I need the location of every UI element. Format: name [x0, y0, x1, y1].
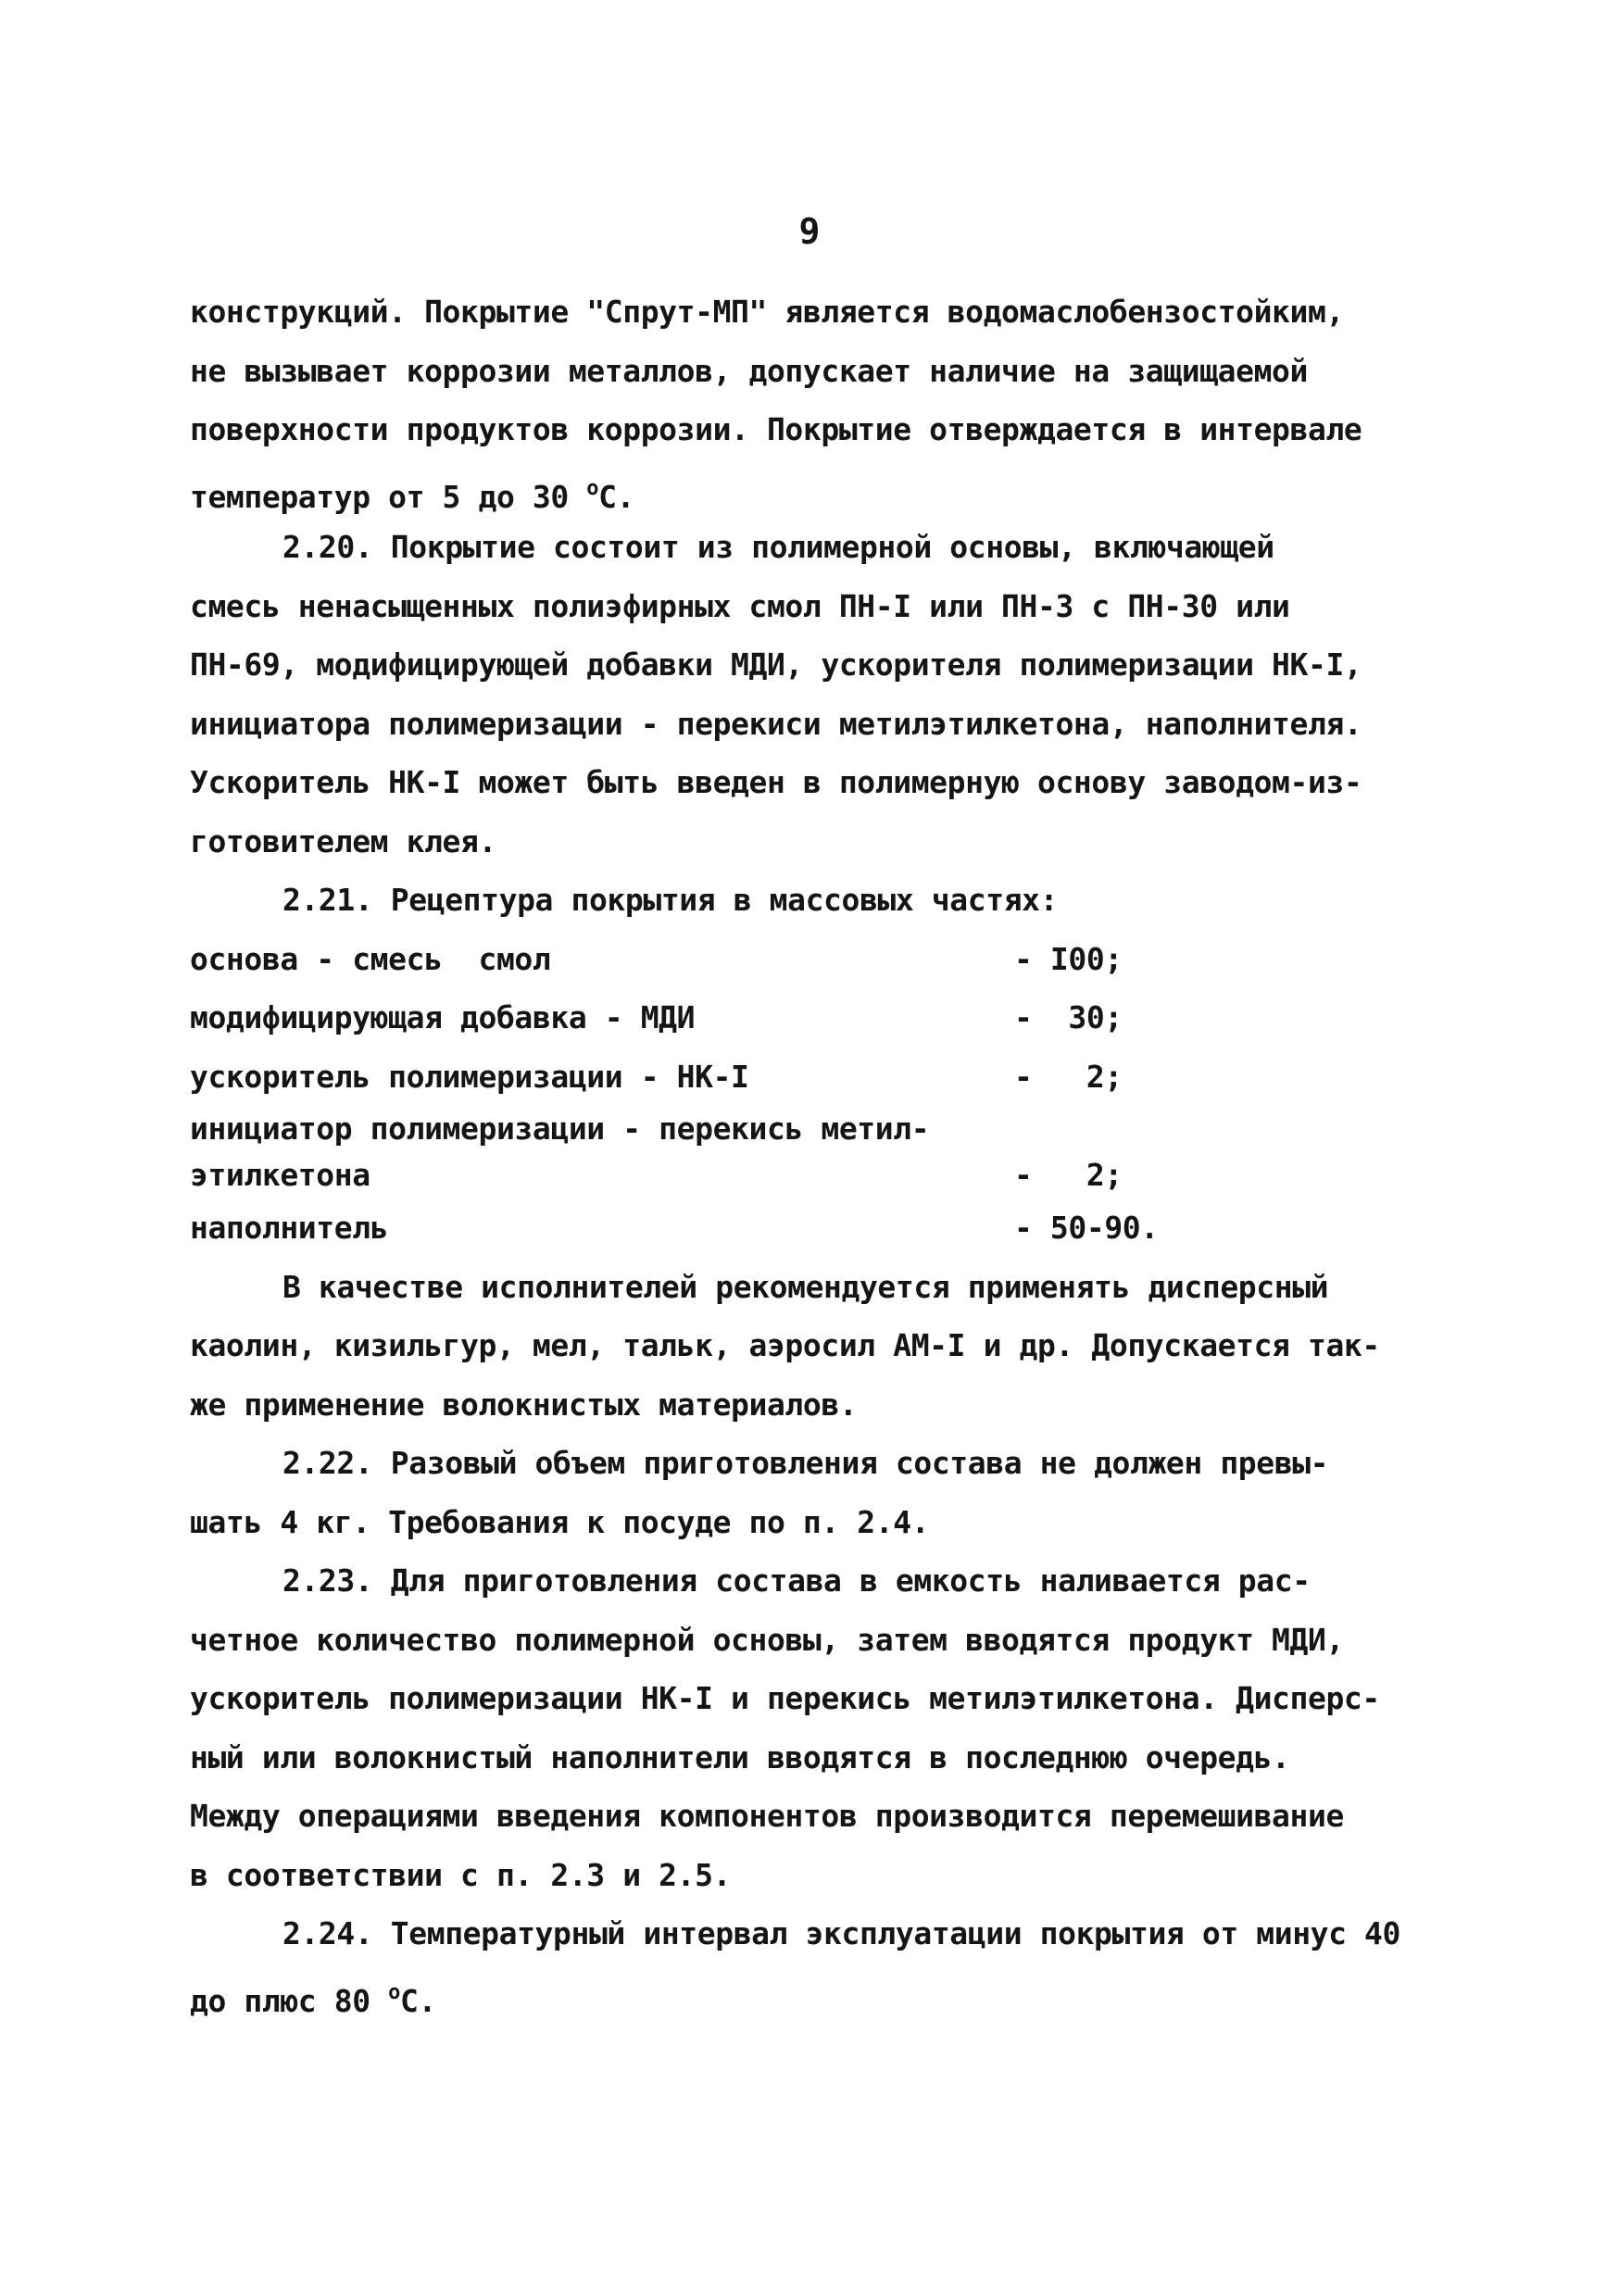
text-line: 2.23. Для приготовления состава в емкость наливается рас- — [282, 1562, 1311, 1599]
text-line: 2.21. Рецептура покрытия в массовых частях: — [282, 882, 1059, 918]
text-line: ный или волокнистый наполнители вводятся в последнюю очередь. — [190, 1738, 1290, 1775]
recipe-component: модифицирующая добавка - МДИ — [190, 999, 696, 1035]
paragraph-2-23 — [190, 1551, 1422, 1904]
text-line: конструкций. Покрытие "Спрут-МП" является водомаслобензостойким, — [190, 294, 1344, 330]
text-line: в соответствии с п. 2.3 и 2.5. — [190, 1856, 732, 1893]
text-line: инициатора полимеризации - перекиси метилэтилкетона, наполнителя. — [190, 705, 1362, 742]
recipe-row — [190, 1198, 1422, 1258]
text-line: готовителем клея. — [190, 822, 496, 859]
text-line: 2.20. Покрытие состоит из полимерной основы, включающей — [282, 529, 1274, 565]
text-line: В качестве исполнителей рекомендуется применять дисперсный — [282, 1268, 1329, 1305]
recipe-component: этилкетона — [190, 1157, 370, 1193]
paragraph-fillers — [190, 1258, 1422, 1435]
text-line: шать 4 кг. Требования к посуде по п. 2.4. — [190, 1503, 930, 1540]
text-line: 2.24. Температурный интервал эксплуатации покрытия от минус 40 — [282, 1915, 1400, 1951]
paragraph-2-20 — [190, 518, 1422, 871]
text-line: Между операциями введения компонентов производится перемешивание — [190, 1798, 1344, 1834]
recipe-quantity: - 50-90. — [1014, 1210, 1159, 1246]
recipe-quantity: - 30; — [1014, 999, 1123, 1035]
paragraph-intro — [190, 282, 1422, 518]
recipe-row — [190, 1152, 1422, 1198]
recipe-row — [190, 930, 1422, 989]
degree-superscript: о — [388, 1980, 401, 2004]
recipe-row — [190, 988, 1422, 1048]
recipe-row — [190, 1048, 1422, 1107]
recipe-component: основа - смесь смол — [190, 940, 551, 977]
text-line — [190, 1964, 1422, 2023]
paragraph-2-24 — [190, 1904, 1422, 2022]
text-fragment: температур от 5 до 30 — [190, 478, 587, 515]
text-line: ПН-69, модифицирующей добавки МДИ, ускорителя полимеризации НК-I, — [190, 646, 1362, 683]
text-line: же применение волокнистых материалов. — [190, 1386, 858, 1423]
text-line — [190, 459, 1422, 519]
text-line: поверхности продуктов коррозии. Покрытие отверждается в интервале — [190, 411, 1362, 447]
text-line: четное количество полимерной основы, затем вводятся продукт МДИ, — [190, 1621, 1344, 1658]
text-line: смесь ненасыщенных полиэфирных смол ПН-I или ПН-3 с ПН-30 или — [190, 587, 1290, 624]
recipe-component: ускоритель полимеризации - НК-I — [190, 1058, 749, 1095]
paragraph-2-21 — [190, 871, 1422, 1258]
text-line: ускоритель полимеризации НК-I и перекись метилэтилкетона. Дисперс- — [190, 1680, 1380, 1716]
recipe-quantity: - 2; — [1014, 1058, 1123, 1095]
page-number: 9 — [798, 211, 821, 252]
recipe-component: наполнитель — [190, 1210, 389, 1246]
text-fragment: до плюс 80 — [190, 1982, 389, 2019]
text-line: не вызывает коррозии металлов, допускает наличие на защищаемой — [190, 352, 1308, 389]
text-fragment: С. — [400, 1982, 436, 2019]
text-fragment: С. — [598, 478, 635, 515]
paragraph-2-22 — [190, 1434, 1422, 1551]
recipe-component: инициатор полимеризации - перекись метил- — [190, 1110, 930, 1147]
text-line: 2.22. Разовый объем приготовления состава не должен превы- — [282, 1445, 1329, 1481]
recipe-row — [190, 1106, 1422, 1152]
document-body — [190, 282, 1422, 2022]
recipe-quantity: - I00; — [1014, 940, 1123, 977]
degree-superscript: о — [586, 476, 599, 500]
recipe-quantity: - 2; — [1014, 1157, 1123, 1193]
text-line: каолин, кизильгур, мел, тальк, аэросил АМ-I и др. Допускается так- — [190, 1327, 1380, 1363]
text-line: Ускоритель НК-I может быть введен в полимерную основу заводом-из- — [190, 764, 1362, 800]
